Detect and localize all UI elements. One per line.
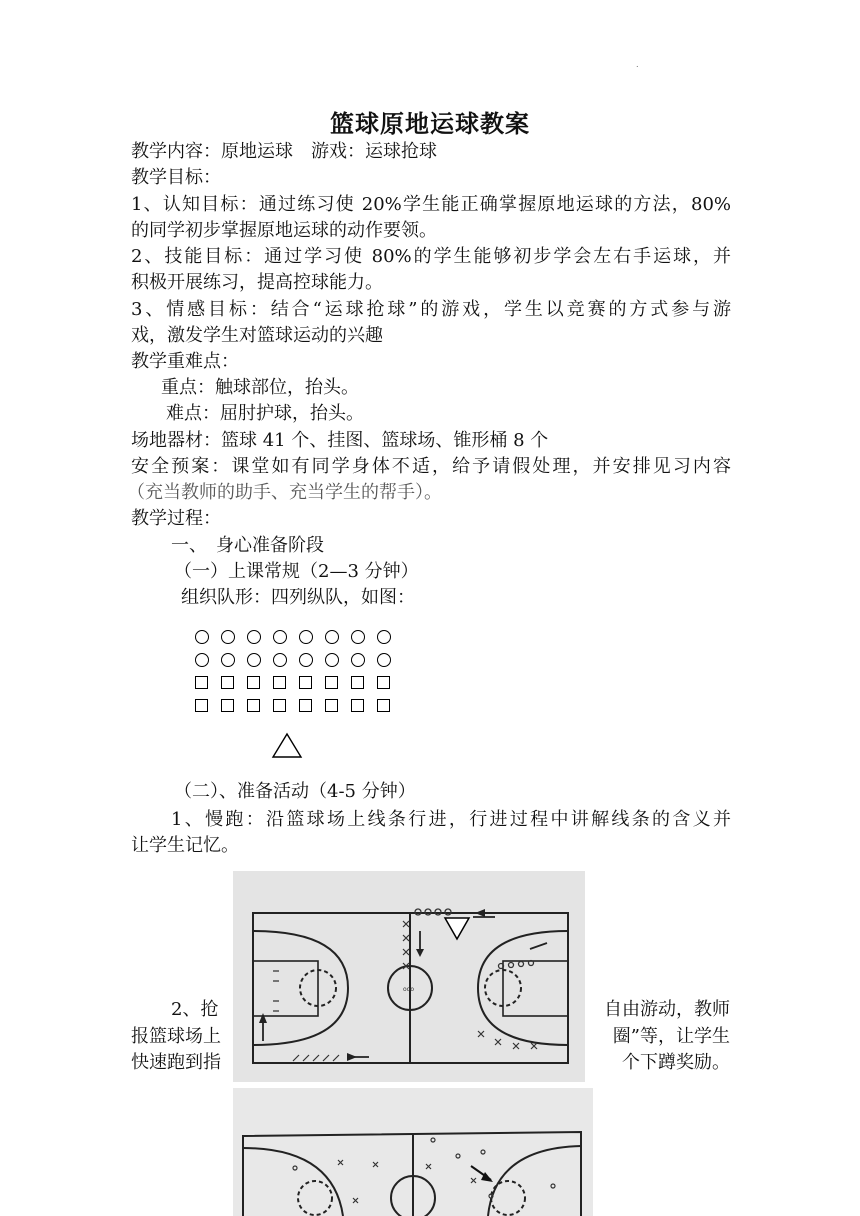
formation-square-student	[195, 699, 208, 712]
jogging-line-2: 让学生记忆。	[131, 835, 239, 856]
formation-circle-student	[351, 653, 365, 667]
class-routine: （一）上课常规（2—3 分钟）	[174, 561, 419, 582]
svg-text:ooo: ooo	[403, 986, 415, 993]
formation-text: 组织队形：四列纵队，如图：	[181, 587, 415, 608]
formation-circle-student	[299, 653, 313, 667]
formation-square-student	[195, 676, 208, 689]
formation-square-student	[325, 699, 338, 712]
formation-square-student	[221, 699, 234, 712]
formation-circle-student	[273, 630, 287, 644]
process-heading: 教学过程：	[131, 508, 221, 529]
teaching-content: 教学内容：原地运球 游戏：运球抢球	[131, 141, 437, 162]
goal-3-line-2: 戏，激发学生对篮球运动的兴趣	[131, 325, 383, 346]
formation-square-student	[247, 699, 260, 712]
formation-circle-student	[325, 653, 339, 667]
formation-circle-student	[247, 630, 261, 644]
safety-line-1: 安全预案：课堂如有同学身体不适，给予请假处理，并安排见习内容	[131, 456, 731, 477]
formation-square-student	[273, 699, 286, 712]
grab-line-1-right: 自由游动，教师	[604, 999, 730, 1020]
formation-square-student	[247, 676, 260, 689]
stage-1-heading: 一、 身心准备阶段	[171, 535, 324, 556]
formation-square-student	[377, 699, 390, 712]
formation-square-student	[377, 676, 390, 689]
formation-square-student	[299, 699, 312, 712]
court-jogging-drawing	[233, 871, 585, 1082]
formation-circle-student	[195, 653, 209, 667]
grab-line-3-left: 快速跑到指	[131, 1052, 221, 1073]
document-title: 篮球原地运球教案	[330, 110, 530, 138]
difficulty-heading: 教学重难点：	[131, 351, 239, 372]
goals-heading: 教学目标：	[131, 167, 221, 188]
formation-square-student	[351, 699, 364, 712]
goal-1-line-1: 1、认知目标：通过练习使 20%学生能正确掌握原地运球的方法，80%	[131, 194, 731, 215]
page-dot: .	[636, 60, 639, 69]
formation-circle-student	[273, 653, 287, 667]
key-point: 重点：触球部位，抬头。	[161, 377, 359, 398]
formation-circle-student	[221, 653, 235, 667]
grab-line-2-right: 圈”等，让学生	[612, 1026, 730, 1047]
goal-2-line-1: 2、技能目标：通过学习使 80%的学生能够初步学会左右手运球，并	[131, 246, 731, 267]
goal-2-line-2: 积极开展练习，提高控球能力。	[131, 272, 383, 293]
formation-square-student	[221, 676, 234, 689]
court-jogging-photo	[233, 871, 585, 1082]
grab-line-1-left: 2、抢	[171, 999, 219, 1020]
hard-point: 难点：屈肘护球，抬头。	[166, 403, 364, 424]
goal-3-line-1: 3、情感目标：结合“运球抢球”的游戏，学生以竞赛的方式参与游	[131, 299, 731, 320]
formation-circle-student	[195, 630, 209, 644]
court-game-drawing	[233, 1088, 593, 1216]
grab-line-3-right: 个下蹲奖励。	[622, 1052, 730, 1073]
formation-square-student	[299, 676, 312, 689]
formation-diagram	[195, 628, 405, 758]
safety-line-2: （充当教师的助手、充当学生的帮手）。	[127, 482, 442, 503]
formation-square-student	[325, 676, 338, 689]
formation-circle-student	[377, 630, 391, 644]
equipment: 场地器材：篮球 41 个、挂图、篮球场、锥形桶 8 个	[131, 430, 549, 451]
formation-circle-student	[351, 630, 365, 644]
formation-circle-student	[299, 630, 313, 644]
formation-square-student	[273, 676, 286, 689]
jogging-line-1: 1、慢跑：沿篮球场上线条行进，行进过程中讲解线条的含义并	[171, 809, 731, 830]
grab-line-2-left: 报篮球场上	[131, 1026, 221, 1047]
warmup-heading: （二）、准备活动（4-5 分钟）	[174, 781, 416, 802]
goal-1-line-2: 的同学初步掌握原地运球的动作要领。	[131, 220, 437, 241]
formation-square-student	[351, 676, 364, 689]
formation-circle-student	[377, 653, 391, 667]
formation-teacher-triangle	[271, 732, 303, 760]
formation-circle-student	[247, 653, 261, 667]
court-game-photo	[233, 1088, 593, 1216]
formation-circle-student	[221, 630, 235, 644]
formation-circle-student	[325, 630, 339, 644]
